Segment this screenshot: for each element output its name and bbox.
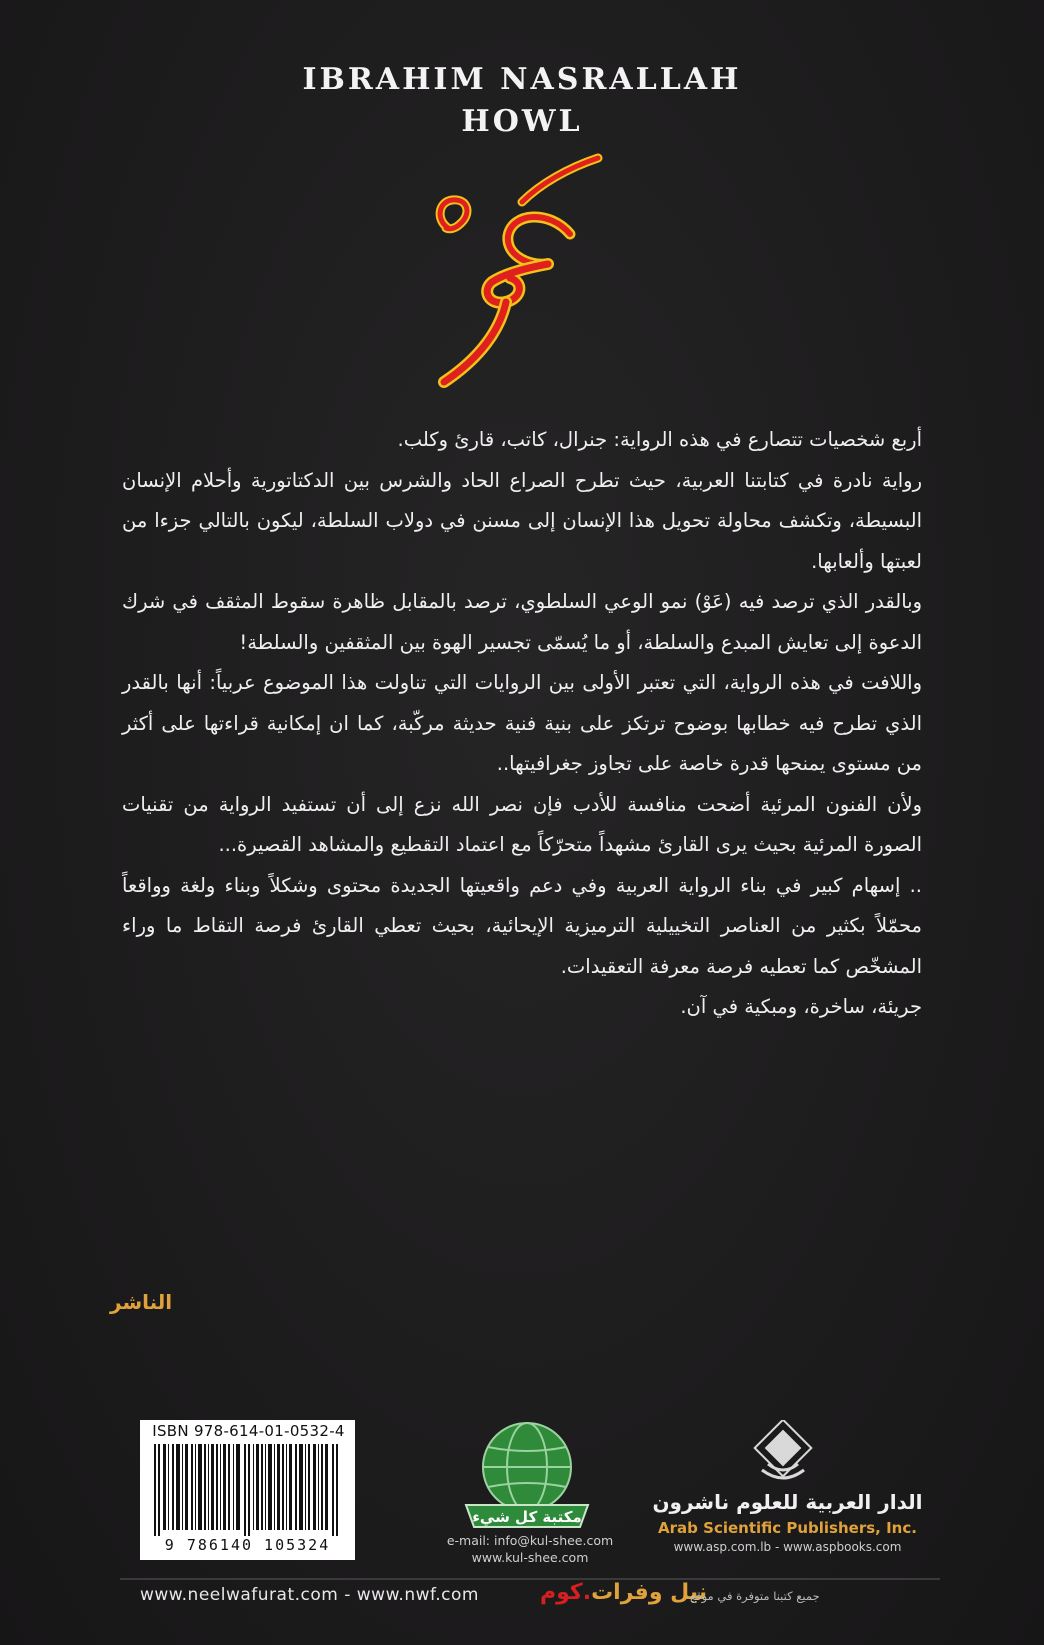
publisher-signature: الناشر xyxy=(110,1290,173,1314)
barcode-number: 9 786140 105324 xyxy=(164,1536,331,1554)
neelwafurat-brand-suffix: .كوم xyxy=(540,1580,592,1605)
kul-shee-email: e-mail: info@kul-shee.com xyxy=(446,1533,614,1548)
book-title-english: HOWL xyxy=(461,104,583,139)
blurb-paragraph: رواية نادرة في كتابتنا العربية، حيث تطرح الصراع الحاد والشرس بين الدكتاتورية وأحلام الإنسان البسيطة، وتكشف محاولة تحويل هذا الإنسان إلى مسنن في دولاب السلطة، ليكون بالتالي جزءا من لعبتها وألعابها. xyxy=(122,468,922,573)
asp-websites: www.asp.com.lb - www.aspbooks.com xyxy=(673,1540,902,1554)
kul-shee-website: www.kul-shee.com xyxy=(471,1550,589,1565)
neelwafurat-brand xyxy=(540,1580,707,1605)
barcode-bars xyxy=(148,1444,348,1536)
author-name: IBRAHIM NASRALLAH xyxy=(302,62,742,97)
asp-name-english: Arab Scientific Publishers, Inc. xyxy=(658,1519,917,1537)
isbn-label: ISBN 978-614-01-0532-4 xyxy=(152,1422,345,1440)
asp-name-arabic: الدار العربية للعلوم ناشرون xyxy=(652,1490,923,1514)
blurb-text xyxy=(122,420,922,1028)
asp-emblem-logo xyxy=(746,1420,820,1490)
neelwafurat-brand-name: نيل وفرات xyxy=(591,1580,708,1605)
barcode xyxy=(140,1420,355,1560)
blurb-paragraph: وبالقدر الذي ترصد فيه (عَوْ) نمو الوعي السلطوي، ترصد بالمقابل ظاهرة سقوط المثقف في شرك الدعوة إلى تعايش المبدع والسلطة، أو ما يُسمّى تجسير الهوة بين المثقفين والسلطة! xyxy=(122,590,922,654)
blurb-paragraph: واللافت في هذه الرواية، التي تعتبر الأولى بين الروايات التي تناولت هذا الموضوع عربياً: أنها بالقدر الذي تطرح فيه خطابها بوضوح ترتكز على بنية فنية حديثة مركّبة، كما ان إمكانية قراءتها على أكثر من مستوى يمنحها قدرة خاصة على تجاوز جغرافيتها.. xyxy=(122,671,922,775)
blurb-paragraph: .. إسهام كبير في بناء الرواية العربية وفي دعم واقعيتها الجديدة محتوى وشكلاً وبناء ولغة وواقعاً محمّلاً بكثير من العناصر التخييلية الترميزية الإيحائية، بحيث تعطي القارئ فرصة التقاط ما وراء المشخّص كما تعطيه فرصة معرفة التعقيدات. xyxy=(122,873,922,978)
blurb-paragraph: ولأن الفنون المرئية أضحت منافسة للأدب فإن نصر الله نزع إلى أن تستفيد الرواية من تقنيات الصورة المرئية بحيث يرى القارئ مشهداً متحرّكاً مع اعتماد التقطيع والمشاهد القصيرة... xyxy=(122,792,922,856)
kul-shee-logo-text: مكتبة كل شيء xyxy=(472,1508,582,1526)
blurb-paragraph: جريئة، ساخرة، ومبكية في آن. xyxy=(680,995,922,1018)
kul-shee-logo xyxy=(452,1415,602,1530)
footer-websites: www.neelwafurat.com - www.nwf.com xyxy=(140,1585,479,1605)
blurb-paragraph: أربع شخصيات تتصارع في هذه الرواية: جنرال، كاتب، قارئ وكلب. xyxy=(397,428,922,451)
calligraphy-title-image xyxy=(430,150,630,390)
footer-availability-note: جميع كتبنا متوفرة في موقع xyxy=(690,1589,820,1603)
